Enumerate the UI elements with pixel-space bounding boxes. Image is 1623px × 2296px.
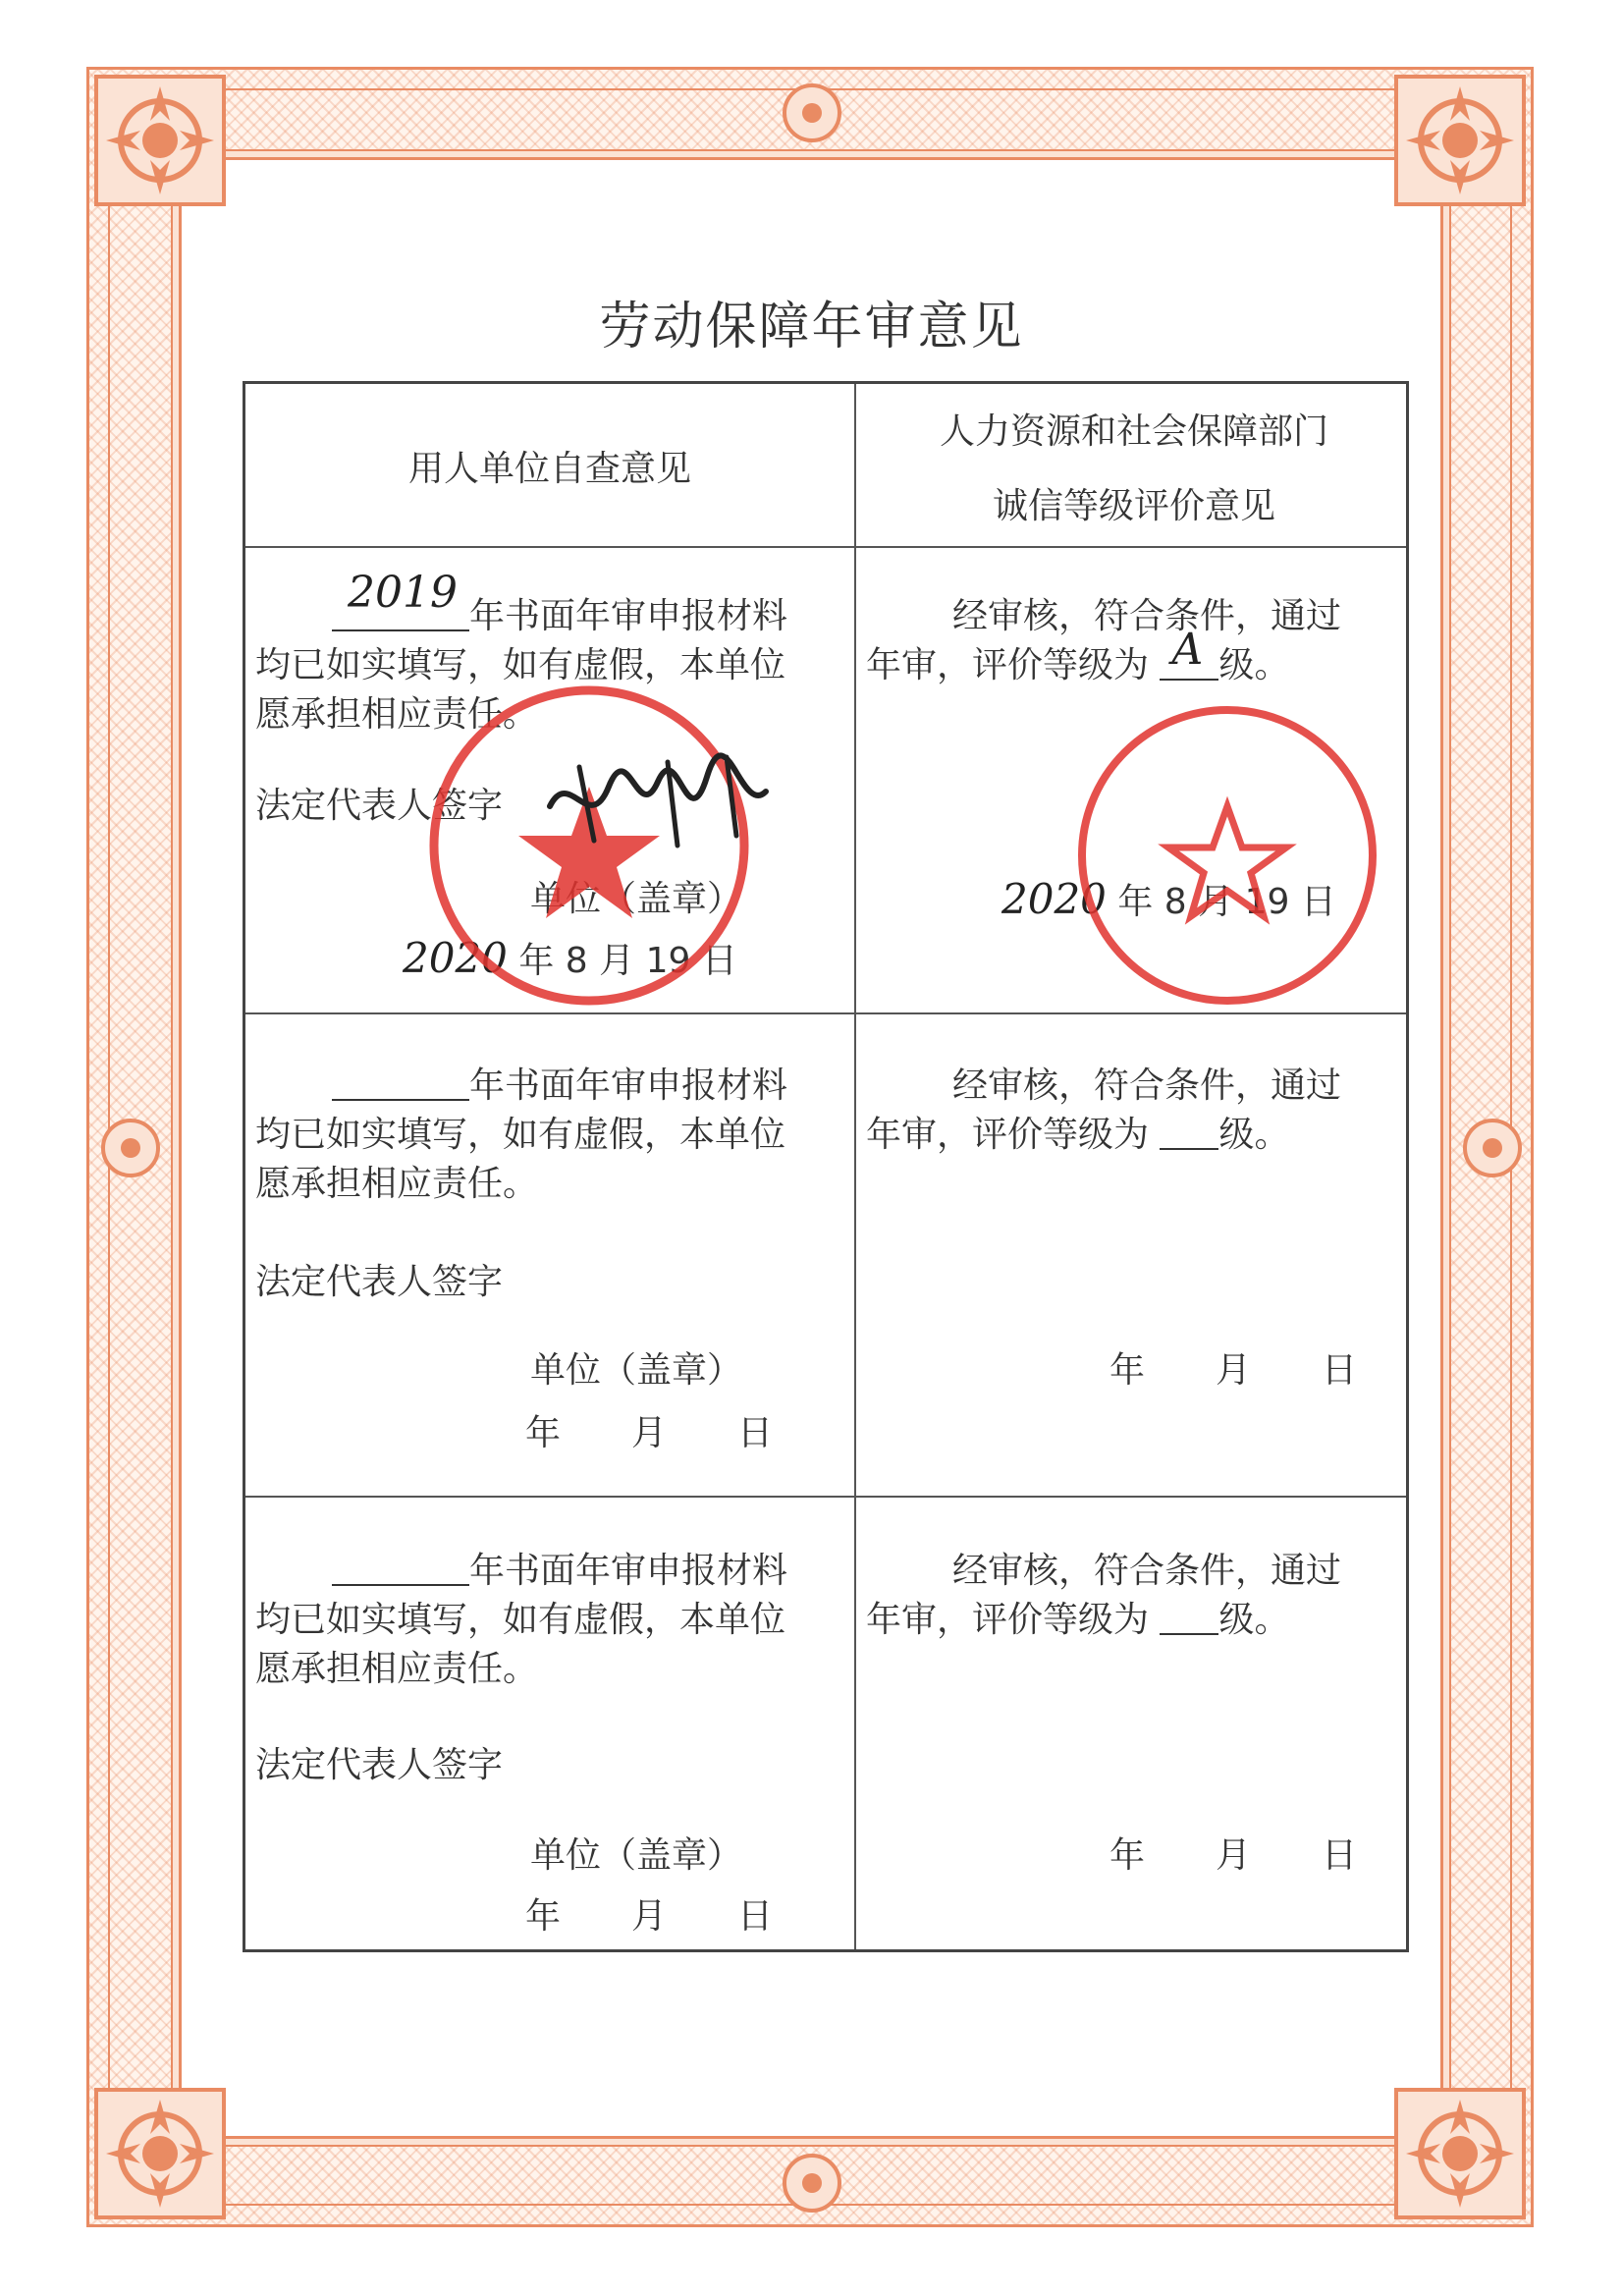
row1-grade-handwritten: A (1171, 625, 1204, 675)
header-left: 用人单位自查意见 (407, 449, 691, 489)
row2-review-prefix: 年审，评价等级为 (866, 1115, 1150, 1155)
corner-ornament-bottom-right (1386, 2080, 1534, 2227)
row-divider-1 (245, 1012, 1406, 1014)
row1-year-handwritten: 2019 (348, 568, 458, 618)
row3-review-suffix: 级。 (1218, 1600, 1290, 1640)
row3-declaration-line3: 愿承担相应责任。 (255, 1649, 539, 1689)
row3-signature-label: 法定代表人签字 (255, 1745, 504, 1785)
corner-ornament-top-right (1386, 67, 1534, 214)
bureau-seal (1070, 698, 1384, 1012)
edge-ornament-right (1458, 1114, 1527, 1182)
row3-grade-blank (1160, 1598, 1218, 1635)
edge-ornament-top (778, 79, 846, 147)
header-right-line2: 诚信等级评价意见 (992, 486, 1275, 526)
row1-declaration-line3: 愿承担相应责任。 (255, 694, 539, 735)
row2-declaration-line3: 愿承担相应责任。 (255, 1164, 539, 1204)
edge-ornament-bottom (778, 2149, 846, 2217)
edge-ornament-left (96, 1114, 165, 1182)
row3-year-blank (332, 1549, 469, 1586)
row2-signature-label: 法定代表人签字 (255, 1262, 504, 1302)
document-title: 劳动保障年审意见 (599, 298, 1024, 356)
row2-review-suffix: 级。 (1218, 1115, 1290, 1155)
row1-right-date-year-handwritten: 2020 (1001, 875, 1107, 923)
row3-review-prefix: 年审，评价等级为 (866, 1600, 1150, 1640)
row3-right-date: 年 月 日 (1109, 1835, 1358, 1876)
row1-unit-seal-label: 单位（盖章） (530, 879, 743, 919)
row2-unit-seal-label: 单位（盖章） (530, 1350, 743, 1391)
row1-signature-label: 法定代表人签字 (255, 786, 504, 826)
row1-review-prefix: 年审，评价等级为 (866, 645, 1150, 685)
row1-review-suffix: 级。 (1218, 645, 1290, 685)
legal-representative-signature (540, 747, 776, 855)
row3-declaration-line2: 均已如实填写，如有虚假，本单位 (255, 1600, 786, 1640)
row1-declaration-suffix: 年书面年审申报材料 (469, 596, 788, 636)
row3-review-line2 (866, 1596, 1289, 1645)
row1-left-date-rest: 年 8 月 19 日 (518, 941, 737, 981)
row3-unit-seal-label: 单位（盖章） (530, 1835, 743, 1876)
row3-declaration-suffix: 年书面年审申报材料 (469, 1551, 788, 1591)
row1-grade-blank (1160, 625, 1218, 681)
row2-left-date: 年 月 日 (525, 1413, 774, 1453)
row2-review-line1: 经审核，符合条件，通过 (952, 1066, 1342, 1106)
row2-declaration-suffix: 年书面年审申报材料 (469, 1066, 788, 1106)
row2-year-blank (332, 1064, 469, 1101)
row1-declaration-line1 (332, 568, 788, 641)
row2-declaration-line1 (332, 1062, 787, 1111)
column-divider (854, 384, 856, 1949)
row1-declaration-line2: 均已如实填写，如有虚假，本单位 (255, 645, 786, 685)
row-divider-header (245, 546, 1406, 548)
row1-review-line2 (866, 625, 1290, 690)
row2-review-line2 (866, 1111, 1289, 1160)
row2-right-date: 年 月 日 (1109, 1350, 1358, 1391)
row3-left-date: 年 月 日 (525, 1896, 774, 1937)
review-table (243, 381, 1409, 1952)
row2-declaration-line2: 均已如实填写，如有虚假，本单位 (255, 1115, 786, 1155)
row3-review-line1: 经审核，符合条件，通过 (952, 1551, 1342, 1591)
row2-grade-blank (1160, 1113, 1218, 1150)
row3-declaration-line1 (332, 1547, 787, 1596)
corner-ornament-bottom-left (86, 2080, 234, 2227)
corner-ornament-top-left (86, 67, 234, 214)
row1-left-date-year-handwritten: 2020 (403, 934, 508, 982)
row1-year-blank (332, 568, 469, 631)
header-right-line1: 人力资源和社会保障部门 (939, 411, 1328, 452)
row1-right-date-rest: 年 8 月 19 日 (1117, 882, 1336, 922)
row1-review-line1: 经审核，符合条件，通过 (952, 596, 1342, 636)
row-divider-2 (245, 1496, 1406, 1498)
